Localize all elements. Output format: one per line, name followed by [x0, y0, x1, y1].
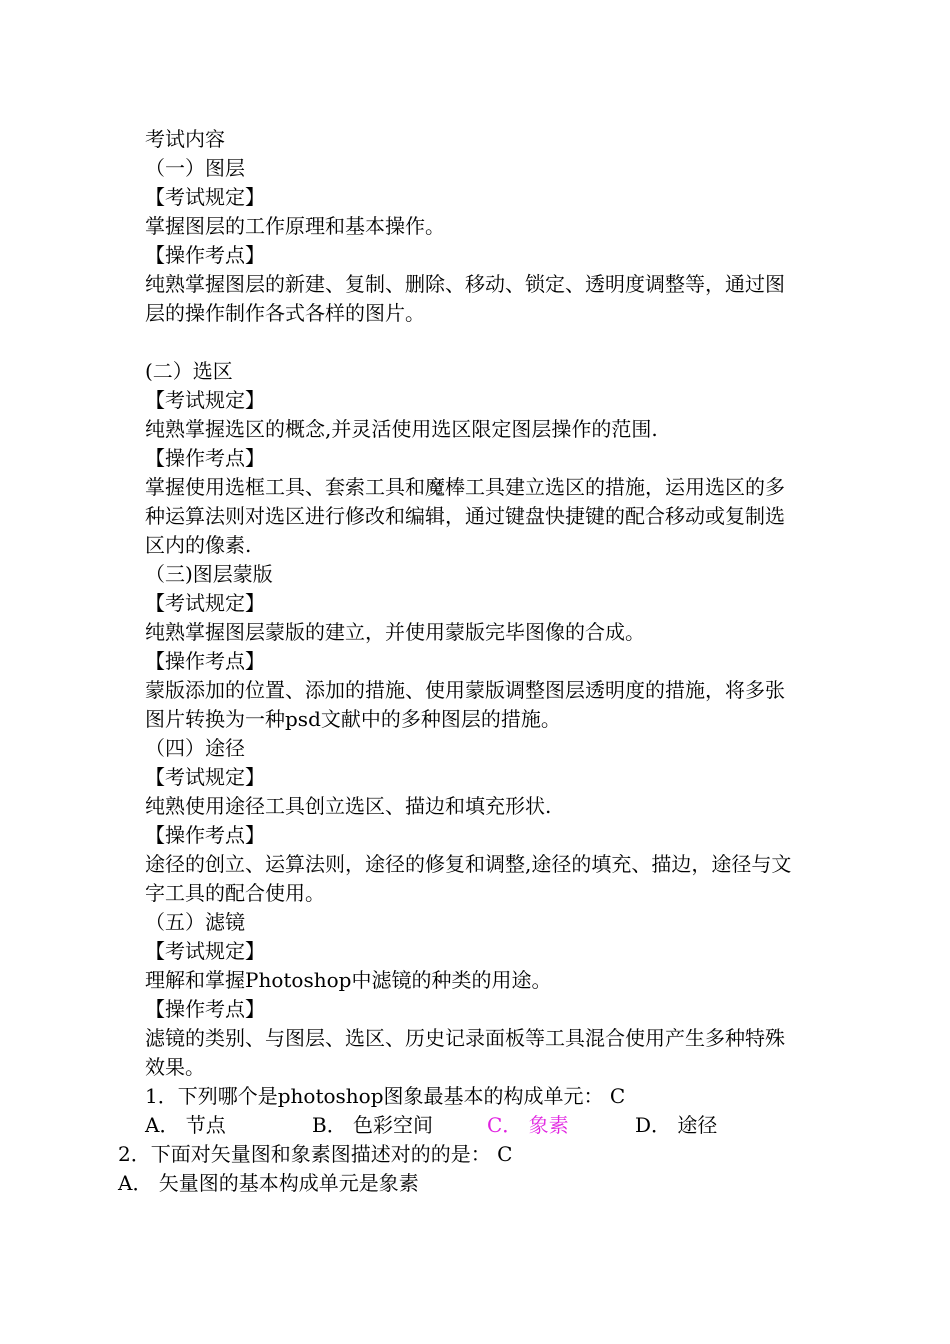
label-requirement: 【考试规定】: [145, 591, 265, 615]
subsection-title: （一）图层: [145, 156, 245, 180]
paragraph-line: 字工具的配合使用。: [145, 881, 325, 905]
question-1-options: [145, 1111, 717, 1140]
paragraph-line: 纯熟掌握选区的概念,并灵活使用选区限定图层操作的范围.: [145, 417, 658, 441]
option-b: B． 色彩空间: [312, 1113, 434, 1137]
label-key-points: 【操作考点】: [145, 997, 265, 1021]
option-a: A． 节点: [145, 1113, 226, 1137]
section-heading: 考试内容: [145, 127, 225, 151]
label-requirement: 【考试规定】: [145, 388, 265, 412]
paragraph-line: 层的操作制作各式各样的图片。: [145, 301, 425, 325]
paragraph-line: 掌握图层的工作原理和基本操作。: [145, 214, 445, 238]
subsection-title: （四）途径: [145, 736, 245, 760]
paragraph-line: 区内的像素.: [145, 533, 252, 557]
question-2-text: 2．下面对矢量图和象素图描述对的的是： C: [118, 1142, 513, 1166]
label-key-points: 【操作考点】: [145, 649, 265, 673]
paragraph-line: 图片转换为一种psd文献中的多种图层的措施。: [145, 707, 561, 731]
label-requirement: 【考试规定】: [145, 185, 265, 209]
paragraph-line: 纯熟掌握图层蒙版的建立，并使用蒙版完毕图像的合成。: [145, 620, 645, 644]
paragraph-line: 效果。: [145, 1055, 205, 1079]
paragraph-line: 纯熟掌握图层的新建、复制、删除、移动、锁定、透明度调整等，通过图: [145, 272, 785, 296]
subsection-title: (二）选区: [145, 359, 233, 383]
paragraph-line: 纯熟使用途径工具创立选区、描边和填充形状.: [145, 794, 552, 818]
question-2-option-a: A． 矢量图的基本构成单元是象素: [118, 1171, 419, 1195]
paragraph-line: 蒙版添加的位置、添加的措施、使用蒙版调整图层透明度的措施，将多张: [145, 678, 785, 702]
paragraph-line: 途径的创立、运算法则，途径的修复和调整,途径的填充、描边，途径与文: [145, 852, 792, 876]
label-requirement: 【考试规定】: [145, 939, 265, 963]
label-requirement: 【考试规定】: [145, 765, 265, 789]
question-1-text: 1．下列哪个是photoshop图象最基本的构成单元： C: [145, 1084, 626, 1108]
subsection-title: （三)图层蒙版: [145, 562, 273, 586]
paragraph-line: 种运算法则对选区进行修改和编辑，通过键盘快捷键的配合移动或复制选: [145, 504, 785, 528]
subsection-title: （五）滤镜: [145, 910, 245, 934]
option-d: D． 途径: [635, 1113, 718, 1137]
label-key-points: 【操作考点】: [145, 823, 265, 847]
option-c-highlighted: C． 象素: [487, 1113, 569, 1137]
label-key-points: 【操作考点】: [145, 243, 265, 267]
paragraph-line: 掌握使用选框工具、套索工具和魔棒工具建立选区的措施，运用选区的多: [145, 475, 785, 499]
paragraph-line: 理解和掌握Photoshop中滤镜的种类的用途。: [145, 968, 552, 992]
paragraph-line: 滤镜的类别、与图层、选区、历史记录面板等工具混合使用产生多种特殊: [145, 1026, 785, 1050]
label-key-points: 【操作考点】: [145, 446, 265, 470]
